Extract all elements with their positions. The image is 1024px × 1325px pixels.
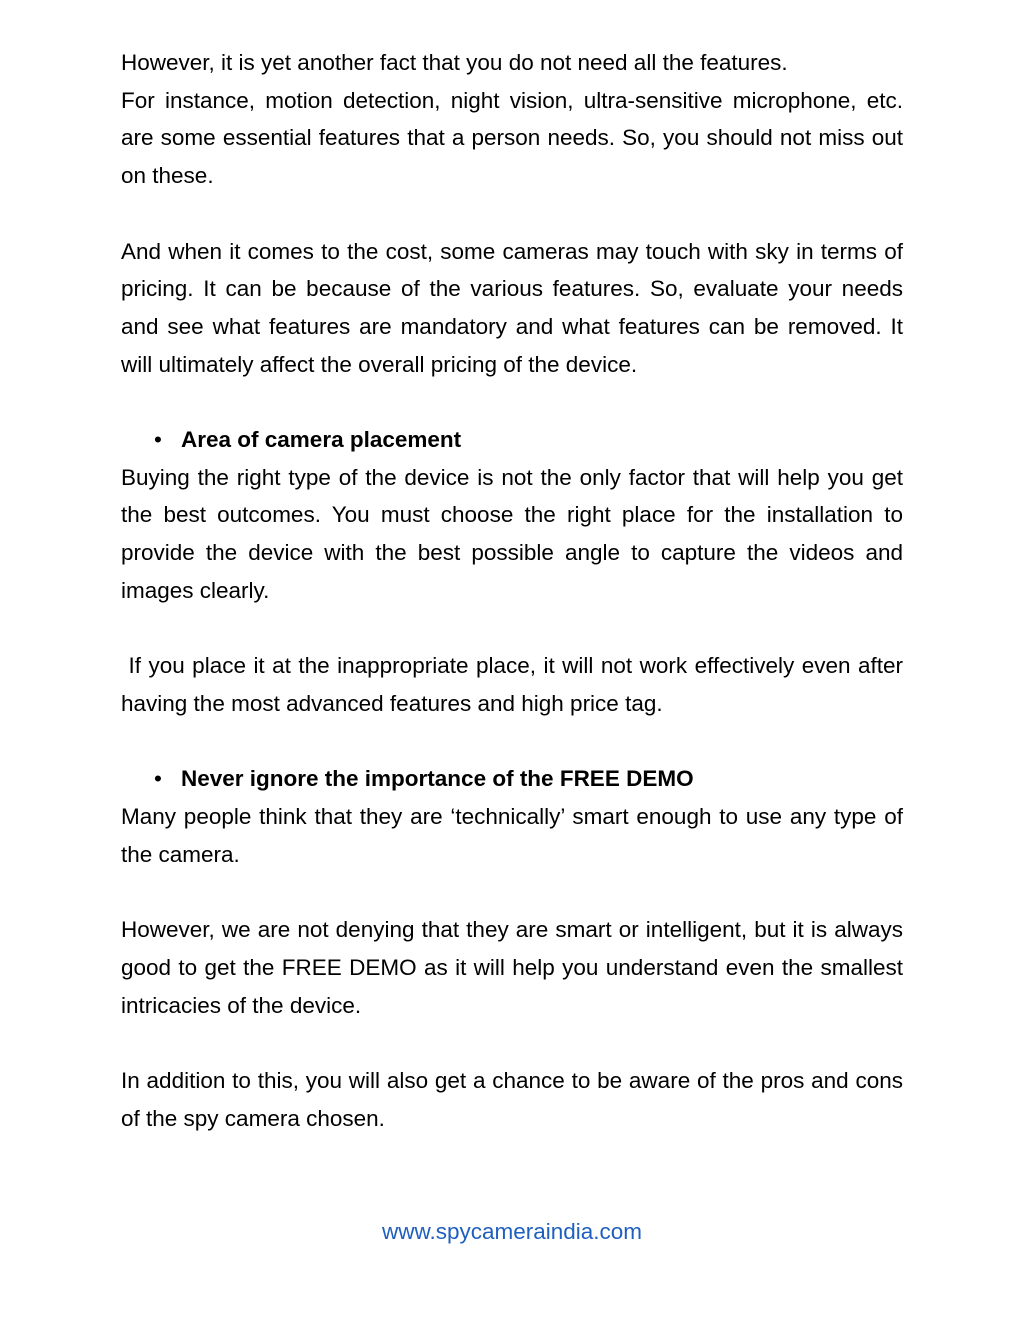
paragraph-spacer xyxy=(121,723,903,761)
paragraph-spacer xyxy=(121,610,903,648)
paragraph: However, we are not denying that they are smart or intelligent, but it is always good to get the FREE DEMO as it will help you understand even the smallest intricacies of the device. xyxy=(121,917,903,1018)
bullet-icon: • xyxy=(154,766,162,792)
website-link[interactable]: www.spycameraindia.com xyxy=(381,1219,643,1244)
section-heading-text: Area of camera placement xyxy=(181,427,462,452)
bullet-icon: • xyxy=(154,427,162,452)
paragraph: However, it is yet another fact that you do not need all the features. xyxy=(121,50,788,75)
section-heading-placement xyxy=(121,421,903,459)
section-heading-text: Never ignore the importance of the FREE DEMO xyxy=(181,766,694,792)
document-body xyxy=(121,44,910,1137)
paragraph-spacer xyxy=(121,383,903,421)
paragraph-spacer xyxy=(121,873,903,911)
paragraph: For instance, motion detection, night vision, ultra-sensitive microphone, etc. are some essential features that a person needs. So, you should not miss out on these. xyxy=(121,87,903,189)
page-footer xyxy=(0,1213,1024,1250)
paragraph: If you place it at the inappropriate place, it will not work effectively even after having the most advanced features and high price tag. xyxy=(121,653,910,716)
paragraph-spacer xyxy=(121,1024,903,1062)
paragraph: In addition to this, you will also get a chance to be aware of the pros and cons of the spy camera chosen. xyxy=(121,1067,903,1131)
section-heading-demo xyxy=(121,760,903,798)
paragraph: Buying the right type of the device is not the only factor that will help you get the best outcomes. You must choose the right place for the installation to provide the device with the best possible angle to capture the videos and images clearly. xyxy=(121,464,903,603)
paragraph: Many people think that they are ‘technically’ smart enough to use any type of the camera. xyxy=(121,804,903,867)
paragraph: And when it comes to the cost, some cameras may touch with sky in terms of pricing. It can be because of the various features. So, evaluate your needs and see what features are mandatory and what features can be removed. It will ultimately affect the overall pricing of the device. xyxy=(121,238,903,377)
paragraph-spacer xyxy=(121,195,903,233)
